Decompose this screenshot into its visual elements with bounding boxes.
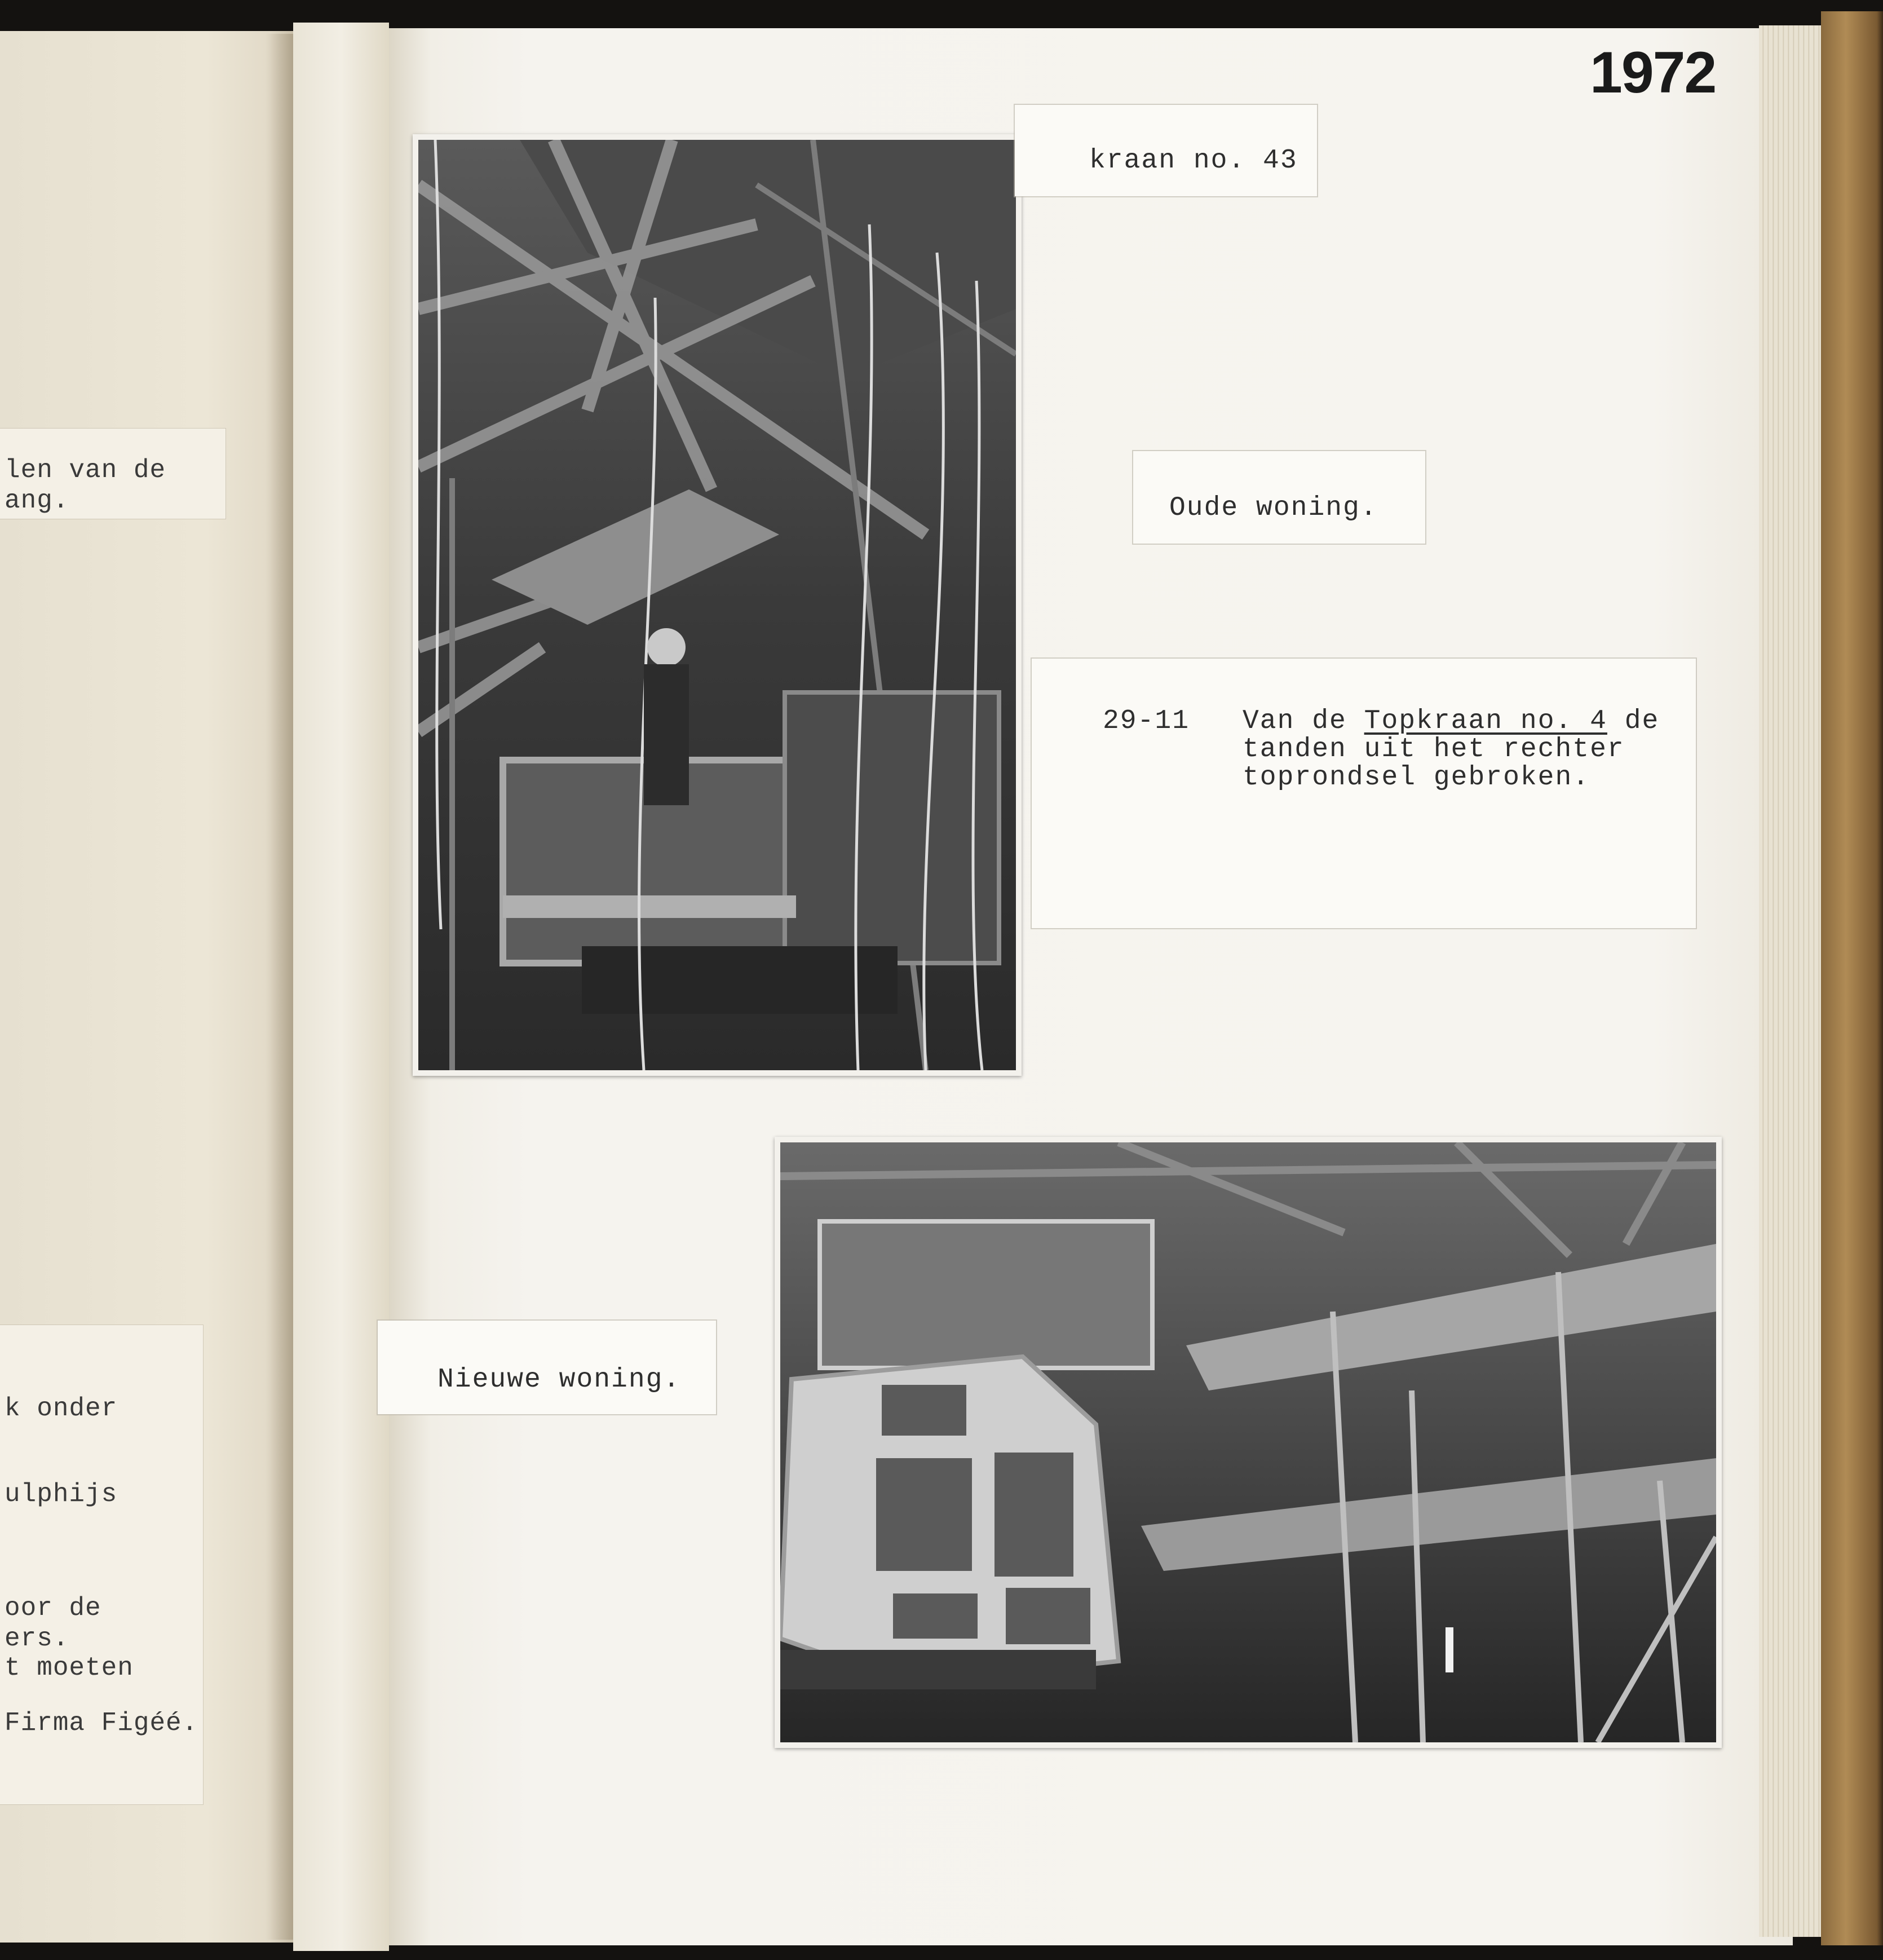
old-cabin-illustration — [418, 140, 1016, 1070]
interleaf-tissue — [293, 23, 389, 1951]
entry-line2: tanden uit het rechter — [1243, 734, 1625, 765]
left-note-top-line2: ang. — [5, 486, 69, 515]
new-cabin-illustration — [780, 1142, 1716, 1742]
entry-line1-suffix: de — [1607, 706, 1660, 736]
entry-line1-crane-name: Topkraan no. 4 — [1364, 706, 1607, 736]
left-note-bottom-line5: t moeten — [5, 1653, 134, 1683]
entry-date: 29-11 — [1103, 706, 1190, 736]
old-cabin-label-text: Oude woning. — [1169, 493, 1378, 523]
left-note-bottom-line3: oor de — [5, 1593, 101, 1623]
page-year: 1972 — [1590, 40, 1716, 105]
photo-old-cabin — [413, 134, 1022, 1076]
album-cover-edge — [1821, 11, 1883, 1945]
new-cabin-label-text: Nieuwe woning. — [437, 1365, 681, 1395]
entry-line3: toprondsel gebroken. — [1243, 762, 1590, 793]
page-edges — [1759, 25, 1827, 1937]
left-note-bottom-line6: Firma Figéé. — [5, 1709, 198, 1738]
left-note-bottom-line4: ers. — [5, 1624, 69, 1653]
left-note-bottom-line2: ulphijs — [5, 1480, 118, 1509]
entry-card — [1032, 659, 1696, 928]
entry-line1 — [1243, 706, 1659, 736]
left-note-top-line1: len van de — [5, 456, 166, 485]
crane-label-text: kraan no. 43 — [1089, 145, 1298, 176]
left-note-bottom-line1: k onder — [5, 1394, 118, 1423]
photo-new-cabin — [775, 1137, 1722, 1748]
entry-line1-prefix: Van de — [1243, 706, 1364, 736]
